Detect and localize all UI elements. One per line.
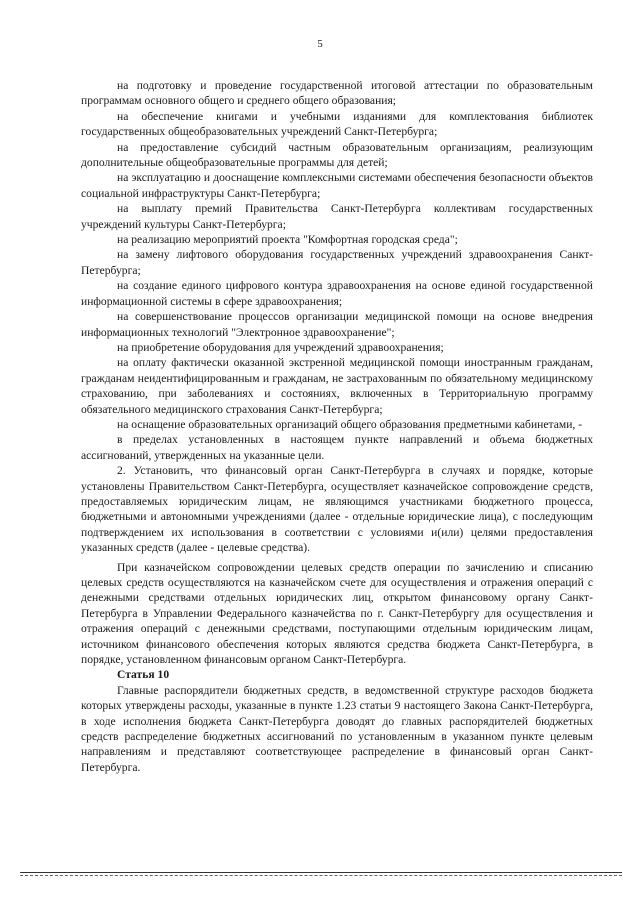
paragraph: на подготовку и проведение государственной итоговой аттестации по образовательным программам основного общего и среднего общего образования;	[81, 79, 593, 108]
paragraph: 2. Установить, что финансовый орган Санкт-Петербурга в случаях и порядке, которые установлены Правительством Санкт-Петербурга, осуществляет казначейское сопровождение средств, предоставляемых юридическим лицам, не являющимся участниками бюджетного процесса, бюджетными и автономными учреждениями (далее - отдельные юридические лица), с последующим подтверждением их использования в соответствии с условиями и(или) целями предоставления указанных средств (далее - целевые средства).	[81, 464, 593, 555]
paragraph: в пределах установленных в настоящем пункте направлений и объема бюджетных ассигнований, утвержденных на указанные цели.	[81, 433, 593, 462]
paragraph: на предоставление субсидий частным образовательным организациям, реализующим дополнительные общеобразовательные программы для детей;	[81, 140, 593, 170]
footer-rule	[20, 872, 622, 873]
paragraph: на выплату премий Правительства Санкт-Петербурга коллективам государственных учреждений культуры Санкт-Петербурга;	[81, 202, 593, 231]
paragraph: на эксплуатацию и дооснащение комплексными системами обеспечения безопасности объектов социальной инфраструктуры Санкт-Петербурга;	[81, 171, 593, 200]
footer-rule	[20, 875, 622, 876]
paragraph: на обеспечение книгами и учебными изданиями для комплектования библиотек государственных общеобразовательных учреждений Санкт-Петербурга;	[81, 109, 593, 139]
paragraph: на реализацию мероприятий проекта "Комфортная городская среда";	[117, 233, 458, 247]
paragraph: на создание единого цифрового контура здравоохранения на основе единой государственной информационной системы в сфере здравоохранения;	[81, 279, 593, 308]
paragraph: на оплату фактически оказанной экстренной медицинской помощи иностранным гражданам, гражданам неидентифицированным и гражданам, не застрахованным по обязательному медицинскому страхованию, при заболеваниях и состояниях, включенных в Территориальную программу обязательного медицинского страхования Санкт-Петербурга;	[81, 356, 593, 416]
paragraph: Главные распорядители бюджетных средств, в ведомственной структуре расходов бюджета которых утверждены расходы, указанные в пункте 1.23 статьи 9 настоящего Закона Санкт-Петербурга, в ходе исполнения бюджета Санкт-Петербурга доводят до главных распорядителей бюджетных средств распределение бюджетных ассигнований по установленным в указанном пункте целевым направлениям и представляют соответствующее распределение в финансовый орган Санкт-Петербурга.	[81, 683, 593, 774]
paragraph: на замену лифтового оборудования государственных учреждений здравоохранения Санкт-Петербурга;	[81, 248, 593, 277]
paragraph: на приобретение оборудования для учреждений здравоохранения;	[117, 340, 444, 354]
paragraph: на совершенствование процессов организации медицинской помощи на основе внедрения информационных технологий "Электронное здравоохранение";	[81, 310, 593, 339]
paragraph: При казначейском сопровождении целевых средств операции по зачислению и списанию целевых средств осуществляются на казначейском счете для осуществления и отражения операций с денежными средствами отдельных юридических лиц, открытом финансовому органу Санкт-Петербурга в Управлении Федерального казначейства по г. Санкт-Петербургу для осуществления и отражения операций с денежными средствами, поступающими отдельным юридическим лицам, источником финансового обеспечения которых являются средства бюджета Санкт-Петербурга, в порядке, установленном финансовым органом Санкт-Петербурга.	[81, 560, 593, 667]
paragraph: на оснащение образовательных организаций общего образования предметными кабинетами, -	[117, 417, 583, 431]
document-body	[81, 78, 593, 775]
article-heading: Статья 10	[117, 668, 170, 682]
page-number: 5	[317, 38, 323, 50]
